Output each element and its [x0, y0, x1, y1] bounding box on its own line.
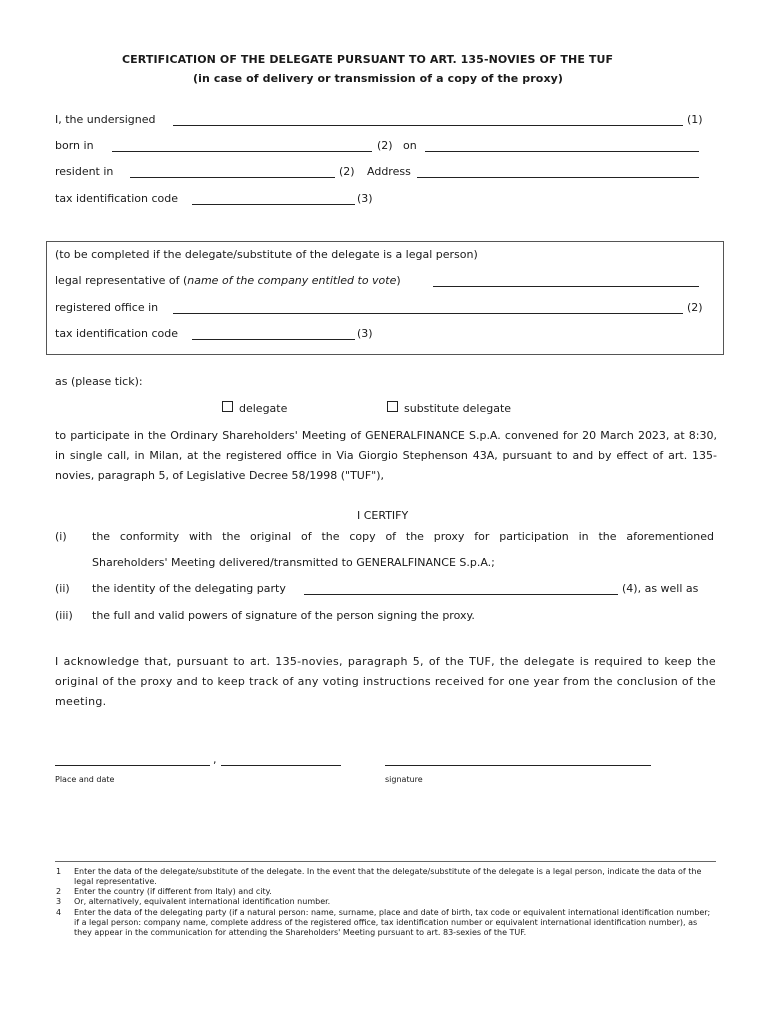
footnote-number: 2 [56, 887, 62, 896]
acknowledge-paragraph: I acknowledge that, pursuant to art. 135-novies, paragraph 5, of the TUF, the delegate is required to keep the original of the proxy and to keep track of any voting instructions received for one year from the conclusion of the meeting. [55, 655, 716, 708]
undersigned-field[interactable] [173, 125, 683, 126]
footnote [56, 908, 716, 948]
footnote-number: 4 [56, 908, 62, 917]
address-field[interactable] [417, 177, 699, 178]
place-date-label: Place and date [55, 775, 115, 784]
born-in-field[interactable] [112, 151, 372, 152]
footnote-text: Enter the country (if different from Italy) and city. [74, 887, 272, 896]
certify-item-num: (iii) [55, 609, 73, 622]
legal-box-heading: (to be completed if the delegate/substitute of the delegate is a legal person) [55, 248, 478, 261]
address-label: Address [367, 165, 411, 178]
certify-item-text: the conformity with the original of the copy of the proxy for participation in the aforementioned [92, 530, 714, 543]
certify-item-num: (i) [55, 530, 67, 543]
document-subtitle: (in case of delivery or transmission of a copy of the proxy) [193, 72, 564, 85]
document-title: CERTIFICATION OF THE DELEGATE PURSUANT TO ART. 135-NOVIES OF THE TUF [122, 53, 614, 66]
born-in-note: (2) [377, 139, 393, 152]
legal-rep-field[interactable] [433, 286, 699, 287]
signature-label: signature [385, 775, 423, 784]
certify-item-note: (4), as well as [622, 582, 699, 595]
tax-id-note: (3) [357, 192, 373, 205]
footnote-text: Enter the data of the delegate/substitute of the delegate. In the event that the delegate/substitute of the delegate is a legal person, indicate the data of the legal representative. [74, 867, 702, 886]
born-in-label: born in [55, 139, 94, 152]
undersigned-note: (1) [687, 113, 703, 126]
footnote-text: Enter the data of the delegating party (if a natural person: name, surname, place and date of birth, tax code or equivalent international identification number; if a legal person: company name, complete address of the registered office, tax identification number or equivalent international identification number), as they appear in the communication for attending the Shareholders' Meeting pursuant to art. 83-sexies of the TUF. [74, 908, 711, 937]
delegating-party-field[interactable] [304, 594, 618, 595]
place-field[interactable] [55, 765, 210, 766]
resident-note: (2) [339, 165, 355, 178]
footnote-number: 1 [56, 867, 62, 876]
registered-office-label: registered office in [55, 301, 159, 314]
date-field[interactable] [221, 765, 341, 766]
delegate-checkbox[interactable] [222, 401, 233, 412]
footnote-separator [55, 861, 716, 862]
undersigned-label: I, the undersigned [55, 113, 156, 126]
birth-date-field[interactable] [425, 151, 699, 152]
legal-tax-id-field[interactable] [192, 339, 355, 340]
substitute-option-label: substitute delegate [404, 402, 512, 415]
certify-item-text: the identity of the delegating party [92, 582, 286, 595]
tax-id-field[interactable] [192, 204, 355, 205]
footnote-number: 3 [56, 897, 62, 906]
delegate-option-label: delegate [239, 402, 288, 415]
certify-item-num: (ii) [55, 582, 70, 595]
footnote [56, 887, 716, 897]
certify-heading: I CERTIFY [357, 509, 409, 522]
legal-rep-label: legal representative of (name of the company entitled to vote) [55, 274, 401, 287]
on-label: on [403, 139, 417, 152]
tax-id-label: tax identification code [55, 192, 179, 205]
registered-office-note: (2) [687, 301, 703, 314]
participation-paragraph: to participate in the Ordinary Shareholders' Meeting of GENERALFINANCE S.p.A. convened for 20 March 2023, at 8:30, in single call, in Milan, at the registered office in Via Giorgio Stephenson 43A, pursuant to and by effect of art. 135-novies, paragraph 5, of Legislative Decree 58/1998 ("TUF"), [55, 429, 717, 482]
footnote [56, 867, 716, 887]
footnote [56, 897, 716, 907]
place-date-comma: , [213, 753, 217, 766]
certify-item-text: the full and valid powers of signature of the person signing the proxy. [92, 609, 475, 622]
registered-office-field[interactable] [173, 313, 683, 314]
footnote-text: Or, alternatively, equivalent international identification number. [74, 897, 331, 906]
legal-tax-id-note: (3) [357, 327, 373, 340]
legal-tax-id-label: tax identification code [55, 327, 179, 340]
certify-item-text-continued: Shareholders' Meeting delivered/transmitted to GENERALFINANCE S.p.A.; [92, 556, 495, 569]
tick-prompt: as (please tick): [55, 375, 143, 388]
resident-field[interactable] [130, 177, 335, 178]
resident-label: resident in [55, 165, 114, 178]
signature-field[interactable] [385, 765, 651, 766]
substitute-delegate-checkbox[interactable] [387, 401, 398, 412]
